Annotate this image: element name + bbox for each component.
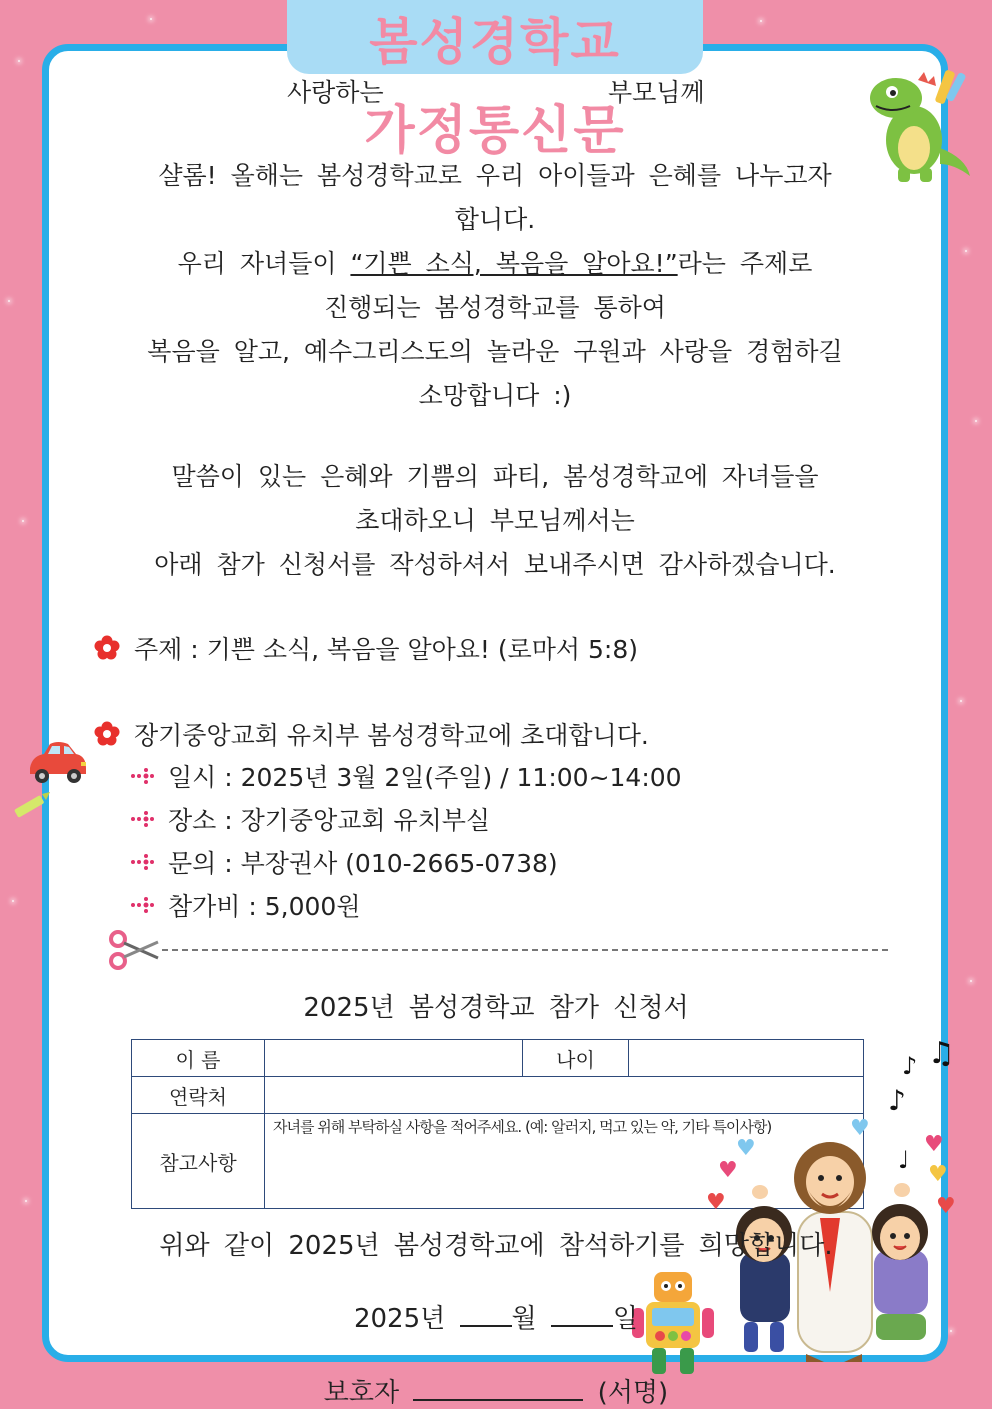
intro-line-3 [100,242,890,286]
dotted-arrow-icon [130,852,156,872]
contact-label: 연락처 [132,1077,265,1114]
heart-icon: ♥ [706,1190,726,1215]
detail-fee: 참가비 : 5,000원 [168,892,361,921]
intro-paragraph [100,154,890,418]
intro-line-3-suffix: 라는 주제로 [677,249,813,278]
heart-icon: ♥ [736,1136,756,1161]
crayon-illustration [8,792,50,820]
date-month: 월 [511,1304,537,1334]
invite-row [94,716,649,752]
intro-line-5: 복음을 알고, 예수그리스도의 놀라운 구원과 사랑을 경험하길 [147,337,843,366]
heart-icon: ♥ [924,1132,944,1157]
detail-item [130,844,558,880]
intro-line-4: 진행되는 봄성경학교를 통하여 [324,293,666,322]
newsletter-title: 가정통신문 [364,101,626,161]
school-title: 봄성경학교 [369,13,621,71]
scissors-icon [108,930,160,970]
notes-label: 참고사항 [132,1114,265,1209]
heart-icon: ♥ [936,1194,956,1219]
age-field[interactable] [629,1040,864,1077]
detail-item [130,801,490,837]
theme-quote: “기쁜 소식, 복음을 알아요!” [350,249,678,278]
guardian-signature-blank[interactable] [413,1399,583,1401]
car-illustration [26,738,88,786]
invitation-paragraph [100,455,890,587]
invitation-line-2: 초대하오니 부모님께서는 [355,506,635,535]
greeting-left: 사랑하는 [287,78,384,107]
greeting-right: 부모님께 [608,78,705,107]
invitation-line-1: 말씀이 있는 은혜와 기쁨의 파티, 봄성경학교에 자녀들을 [171,462,819,491]
detail-place: 장소 : 장기중앙교회 유치부실 [168,806,491,835]
dotted-arrow-icon [130,766,156,786]
invitation-line-3: 아래 참가 신청서를 작성하셔서 보내주시면 감사하겠습니다. [154,550,836,579]
cut-line [162,949,888,951]
heart-icon: ♥ [718,1158,738,1183]
invite-text: 장기중앙교회 유치부 봄성경학교에 초대합니다. [134,721,649,750]
heart-icon: ♥ [928,1162,948,1187]
music-note-icon: ♪ [902,1052,918,1080]
detail-date: 일시 : 2025년 3월 2일(주일) / 11:00~14:00 [168,763,682,792]
music-note-icon: ♩ [898,1146,910,1174]
flower-icon [94,721,120,747]
name-label: 이 름 [132,1040,265,1077]
footer-statement: 위와 같이 2025년 봄성경학교에 참석하기를 희망합니다. [159,1231,833,1261]
dotted-arrow-icon [130,895,156,915]
footer-date [0,1298,992,1335]
contact-field[interactable] [265,1077,864,1114]
music-note-icon: ♪ [888,1084,906,1117]
date-day: 일 [612,1304,639,1334]
month-blank[interactable] [460,1325,512,1327]
age-label: 나이 [523,1040,629,1077]
intro-line-2: 합니다. [454,205,536,234]
flower-icon [94,635,120,661]
name-field[interactable] [265,1040,523,1077]
theme-text: 주제 : 기쁜 소식, 복음을 알아요! (로마서 5:8) [134,635,639,664]
notes-field[interactable]: 자녀를 위해 부탁하실 사항을 적어주세요. (예: 알러지, 먹고 있는 약, 기타 특이사항) [265,1114,864,1209]
intro-line-6: 소망합니다 :) [418,381,572,410]
detail-item [130,758,682,794]
intro-line-3-prefix: 우리 자녀들이 [177,249,351,278]
guardian-label: 보호자 [323,1378,400,1408]
detail-contact: 문의 : 부장권사 (010-2665-0738) [168,849,558,878]
intro-line-1: 샬롬! 올해는 봄성경학교로 우리 아이들과 은혜를 나누고자 [158,161,832,190]
day-blank[interactable] [551,1325,613,1327]
signature-label: (서명) [597,1378,669,1408]
form-title: 2025년 봄성경학교 참가 신청서 [303,993,689,1023]
detail-item [130,887,361,923]
date-year: 2025년 [353,1304,446,1334]
footer-guardian [0,1372,992,1409]
heart-icon: ♥ [850,1116,870,1141]
theme-row [94,630,638,666]
music-note-icon: ♫ [928,1036,955,1071]
dotted-arrow-icon [130,809,156,829]
